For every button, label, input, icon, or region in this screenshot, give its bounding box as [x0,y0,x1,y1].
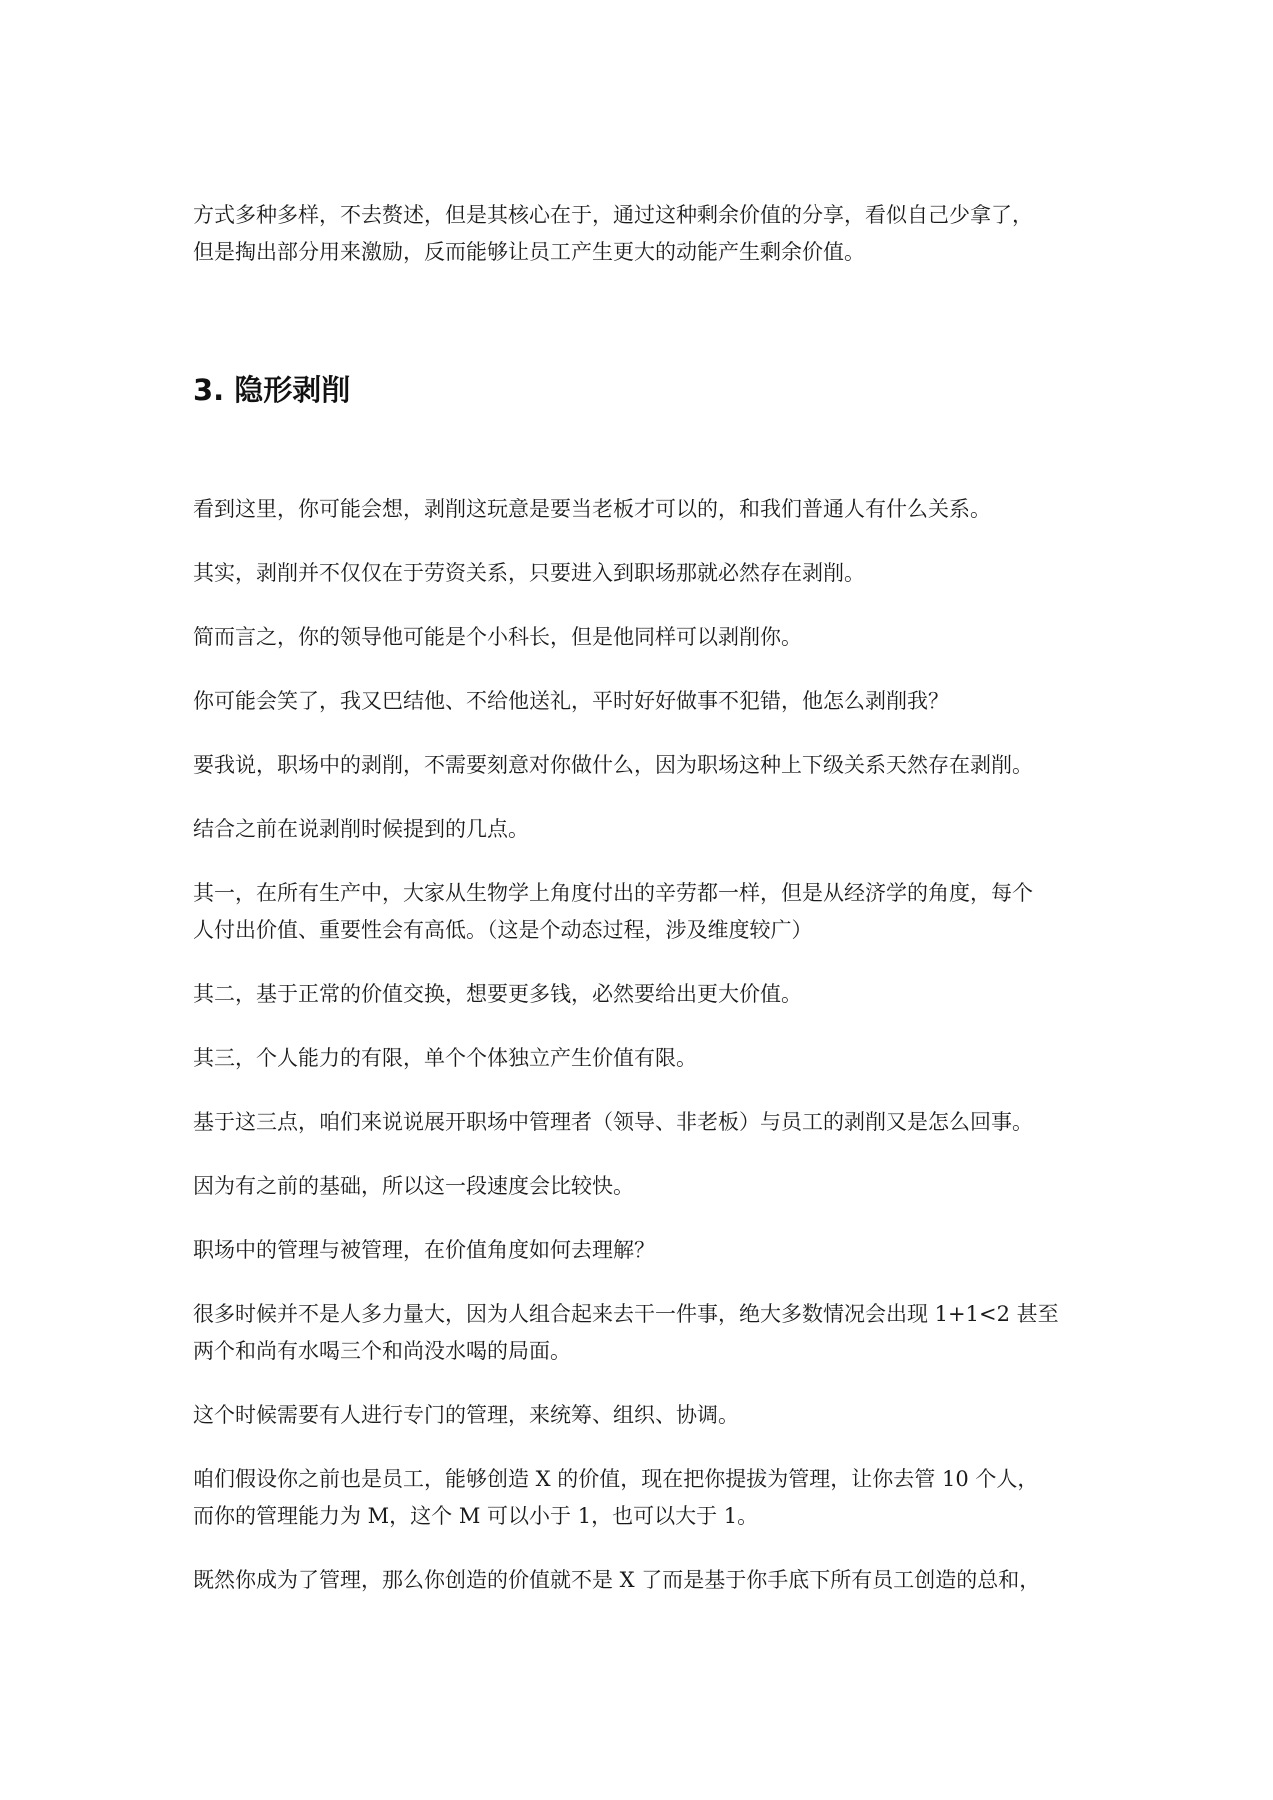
paragraph-6: 结合之前在说剥削时候提到的几点。 [193,817,529,841]
paragraph-15 [193,1461,1093,1535]
paragraph-4: 你可能会笑了，我又巴结他、不给他送礼，平时好好做事不犯错，他怎么剥削我？ [193,689,949,713]
paragraph-14: 这个时候需要有人进行专门的管理，来统筹、组织、协调。 [193,1403,739,1427]
paragraph-2: 其实，剥削并不仅仅在于劳资关系，只要进入到职场那就必然存在剥削。 [193,561,865,585]
paragraph-15-line-1: 咱们假设你之前也是员工，能够创造 X 的价值，现在把你提拔为管理，让你去管 10 个人， [193,1467,1039,1491]
paragraph-11: 因为有之前的基础，所以这一段速度会比较快。 [193,1174,634,1198]
section-heading: 3. 隐形剥削 [193,373,351,407]
paragraph-15-line-2: 而你的管理能力为 M，这个 M 可以小于 1，也可以大于 1。 [193,1504,759,1528]
paragraph-3: 简而言之，你的领导他可能是个小科长，但是他同样可以剥削你。 [193,625,802,649]
paragraph-8: 其二，基于正常的价值交换，想要更多钱，必然要给出更大价值。 [193,982,802,1006]
paragraph-16: 既然你成为了管理，那么你创造的价值就不是 X 了而是基于你手底下所有员工创造的总和， [193,1568,1041,1592]
paragraph-13-line-1: 很多时候并不是人多力量大，因为人组合起来去干一件事，绝大多数情况会出现 1+1<2 甚至 [193,1302,1059,1326]
intro-line-2: 但是掏出部分用来激励，反而能够让员工产生更大的动能产生剩余价值。 [193,240,865,264]
paragraph-9: 其三，个人能力的有限，单个个体独立产生价值有限。 [193,1046,697,1070]
paragraph-7-line-2: 人付出价值、重要性会有高低。（这是个动态过程，涉及维度较广） [193,918,813,942]
paragraph-5: 要我说，职场中的剥削，不需要刻意对你做什么，因为职场这种上下级关系天然存在剥削。 [193,753,1033,777]
paragraph-10: 基于这三点，咱们来说说展开职场中管理者（领导、非老板）与员工的剥削又是怎么回事。 [193,1110,1033,1134]
paragraph-12: 职场中的管理与被管理，在价值角度如何去理解？ [193,1238,655,1262]
paragraph-1: 看到这里，你可能会想，剥削这玩意是要当老板才可以的，和我们普通人有什么关系。 [193,497,991,521]
intro-line-1: 方式多种多样，不去赘述，但是其核心在于，通过这种剩余价值的分享，看似自己少拿了， [193,203,1033,227]
intro-paragraph [193,197,1093,271]
paragraph-7 [193,875,1093,949]
paragraph-13 [193,1296,1093,1370]
paragraph-7-line-1: 其一，在所有生产中，大家从生物学上角度付出的辛劳都一样，但是从经济学的角度，每个 [193,881,1033,905]
paragraph-13-line-2: 两个和尚有水喝三个和尚没水喝的局面。 [193,1339,571,1363]
